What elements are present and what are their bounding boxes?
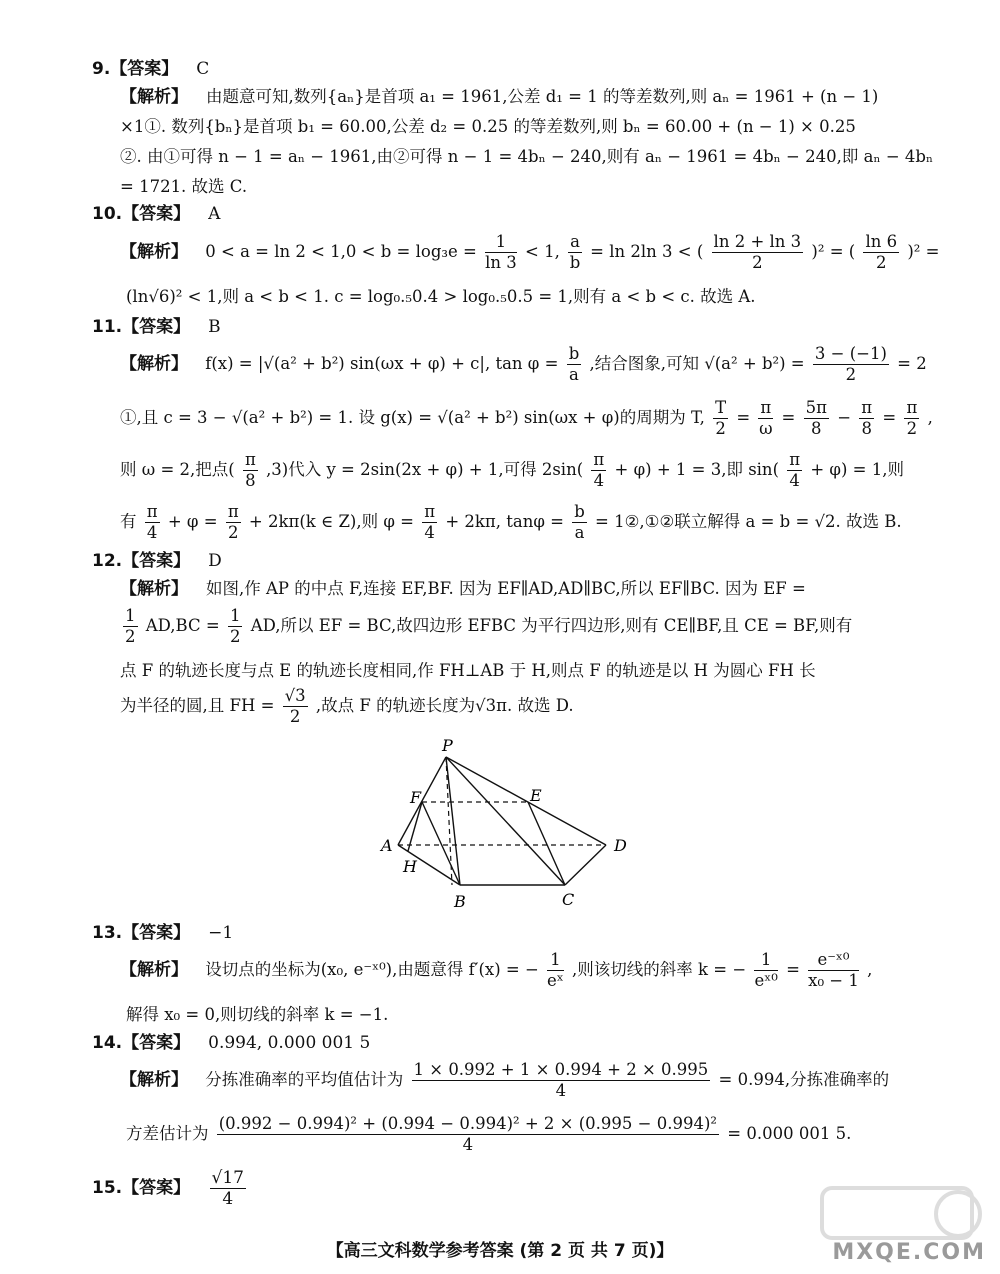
figure-label-E: E [530,786,542,805]
answer-tag: 【答案】 [122,317,191,337]
fraction: $\frac{\pi}{8}$ [861,398,873,438]
q12-line-1: 如图,作 AP 的中点 F,连接 EF,BF. 因为 EF∥AD,AD∥BC,所以 EF∥BC. 因为 EF = [206,579,806,598]
fraction: $\frac{\pi}{8}$ [244,450,256,490]
q12-line-1-row [120,578,806,600]
figure-label-D: D [614,836,627,855]
answer-tag: 【答案】 [122,1178,191,1198]
fraction: $\frac{\ln 6}{2}$ [865,232,898,272]
q10-number: 10. [92,204,123,224]
fraction: $\frac{1 \times 0.992 + 1 \times 0.994 + 2 \times 0.995}{4}$ [413,1060,709,1100]
q11-line-3: 则 ω = 2,把点( $\frac{\pi}{8}$ ,3)代入 y = 2sin(2x + φ) + 1,可得 2sin( $\frac{\pi}{4}$ + φ) + 1 = 3,即 sin( $\frac{\pi}{4}$ + φ) = 1,则 [120,450,904,490]
q11-number: 11. [92,317,123,337]
fraction: $\frac{\text{e⁻ˣ⁰}}{\text{x₀ − 1}}$ [808,950,859,990]
q10-line-1: 【解析】 0 < a = ln 2 < 1,0 < b = log₃e = $\frac{1}{\ln 3}$ < 1, $\frac{a}{b}$ = ln 2ln 3 < ( $\frac{\ln 2 + \ln 3}{2}$ )² = ( $\frac{\ln 6}{2}$ )² = [120,232,940,272]
figure-label-B: B [454,892,466,911]
fraction: $\frac{\pi}{2}$ [227,502,239,542]
q12-number: 12. [92,551,123,571]
fraction: $\frac{\pi}{4}$ [146,502,158,542]
q13-line-1: 【解析】 设切点的坐标为(x₀, e⁻ˣ⁰),由题意得 f′(x) = − $\frac{1}{\text{eˣ}}$ ,则该切线的斜率 k = − $\frac{1}{\text{eˣ⁰}}$ = $\frac{\text{e⁻ˣ⁰}}{\text{x₀ − 1}}$ , [120,950,873,990]
q13-line-2: 解得 x₀ = 0,则切线的斜率 k = −1. [126,1005,389,1024]
q14-line-1: 【解析】 分拣准确率的平均值估计为 $\frac{1 \times 0.992 + 1 \times 0.994 + 2 \times 0.995}{4}$ = 0.994,分拣准确率的 [120,1060,890,1100]
fraction: $\frac{\pi}{\omega}$ [759,398,773,438]
fraction: $\frac{5\pi}{8}$ [805,398,827,438]
analysis-tag: 【解析】 [120,87,188,107]
q11-line-4: 有 $\frac{\pi}{4}$ + φ = $\frac{\pi}{2}$ + 2kπ(k ∈ Z),则 φ = $\frac{\pi}{4}$ + 2kπ, tanφ = $\frac{b}{a}$ = 1②,①②联立解得 a = b = √2. 故选 B. [120,502,902,542]
fraction: $\frac{\pi}{4}$ [789,450,801,490]
fraction: $\frac{\text{(0.992 − 0.994)² + (0.994 − 0.994)² + 2 × (0.995 − 0.994)²}}{4}$ [218,1114,718,1154]
analysis-tag: 【解析】 [120,354,188,374]
fraction: $\frac{\pi}{4}$ [424,502,436,542]
answer-tag: 【答案】 [110,59,179,79]
analysis-tag: 【解析】 [120,960,188,980]
q9-answer: C [196,59,210,79]
q11-answer: B [208,317,221,337]
figure-label-C: C [562,890,575,909]
fraction: $\frac{a}{b}$ [569,232,581,272]
fraction: $\frac{1}{\ln 3}$ [485,232,517,272]
fraction: $\frac{1}{2}$ [125,606,136,646]
fraction: $\frac{1}{\text{eˣ}}$ [547,950,564,990]
figure-label-A: A [381,836,393,855]
q10-answer-row [92,203,220,225]
analysis-tag: 【解析】 [120,579,188,599]
q15-number: 15. [92,1178,123,1198]
figure-label-H: H [403,857,417,876]
q9-line-3: ②. 由①可得 n − 1 = aₙ − 1961,由②可得 n − 1 = 4bₙ − 240,则有 aₙ − 1961 = 4bₙ − 240,即 aₙ − 4bₙ [120,147,934,166]
analysis-tag: 【解析】 [120,242,188,262]
q13-answer: −1 [208,923,234,943]
fraction: $\frac{\ln 2 + \ln 3}{2}$ [713,232,802,272]
q12-answer-row [92,550,222,572]
q13-answer-row [92,922,233,944]
q10-answer: A [208,204,221,224]
q9-answer-row [92,58,209,80]
fraction: $\frac{b}{a}$ [568,344,580,384]
fraction: $\frac{\pi}{4}$ [593,450,605,490]
fraction: $\frac{\pi}{2}$ [906,398,918,438]
page-footer: 【高三文科数学参考答案 (第 2 页 共 7 页)】 [326,1241,674,1261]
q9-line-2: ×1①. 数列{bₙ}是首项 b₁ = 60.00,公差 d₂ = 0.25 的等差数列,则 bₙ = 60.00 + (n − 1) × 0.25 [120,117,856,136]
fraction: $\frac{√3}{2}$ [284,686,306,726]
watermark-text: MXQE.COM [832,1240,986,1265]
fraction: $\frac{1}{2}$ [229,606,241,646]
q14-line-2: 方差估计为 $\frac{\text{(0.992 − 0.994)² + (0.994 − 0.994)² + 2 × (0.995 − 0.994)²}}{4}$ = 0.000 001 5. [126,1114,852,1154]
q15-answer: $\frac{√17}{4}$ [211,1168,244,1209]
q12-line-2: $\frac{1}{2}$ AD,BC = $\frac{1}{2}$ AD,所以 EF = BC,故四边形 EFBC 为平行四边形,则有 CE∥BF,且 CE = BF,则有 [125,606,853,646]
answer-tag: 【答案】 [122,551,191,571]
q12-line-4: 为半径的圆,且 FH = $\frac{√3}{2}$ ,故点 F 的轨迹长度为√3π. 故选 D. [120,686,574,726]
answer-tag: 【答案】 [122,1033,191,1053]
figure-label-P: P [442,736,453,755]
q15-answer-row [92,1166,249,1210]
q11-line-2: ①,且 c = 3 − √(a² + b²) = 1. 设 g(x) = √(a² + b²) sin(ωx + φ)的周期为 T, $\frac{T}{2}$ = $\frac{\pi}{\omega}$ = $\frac{5\pi}{8}$ − $\frac{\pi}{8}$ = $\frac{\pi}{2}$ , [120,398,933,438]
answer-tag: 【答案】 [122,204,191,224]
q10-line-2: (ln√6)² < 1,则 a < b < 1. c = log₀.₅0.4 > log₀.₅0.5 = 1,则有 a < b < c. 故选 A. [126,287,756,306]
q13-number: 13. [92,923,123,943]
q14-number: 14. [92,1033,123,1053]
q14-answer-row [92,1032,370,1054]
q11-line-1: 【解析】 f(x) = |√(a² + b²) sin(ωx + φ) + c|, tan φ = $\frac{b}{a}$ ,结合图象,可知 √(a² + b²) = $\frac{3 - (-1)}{2}$ = 2 [120,344,927,384]
fraction: $\frac{3 - (-1)}{2}$ [814,344,887,384]
q14-answer: 0.994, 0.000 001 5 [208,1033,371,1053]
q9-analysis-row [120,86,878,108]
answer-tag: 【答案】 [122,923,191,943]
fraction: $\frac{b}{a}$ [574,502,585,542]
pyramid-figure [370,735,640,915]
q9-line-1: 由题意可知,数列{aₙ}是首项 a₁ = 1961,公差 d₁ = 1 的等差数列,则 aₙ = 1961 + (n − 1) [206,87,879,106]
q12-answer: D [208,551,222,571]
figure-label-F: F [410,788,422,807]
analysis-tag: 【解析】 [120,1070,188,1090]
q12-line-3: 点 F 的轨迹长度与点 E 的轨迹长度相同,作 FH⊥AB 于 H,则点 F 的轨迹是以 H 为圆心 FH 长 [120,661,816,680]
fraction: $\frac{1}{\text{eˣ⁰}}$ [754,950,778,990]
q11-answer-row [92,316,221,338]
q9-line-4: = 1721. 故选 C. [120,177,248,196]
q9-number: 9. [92,59,111,79]
fraction: $\frac{T}{2}$ [715,398,727,438]
